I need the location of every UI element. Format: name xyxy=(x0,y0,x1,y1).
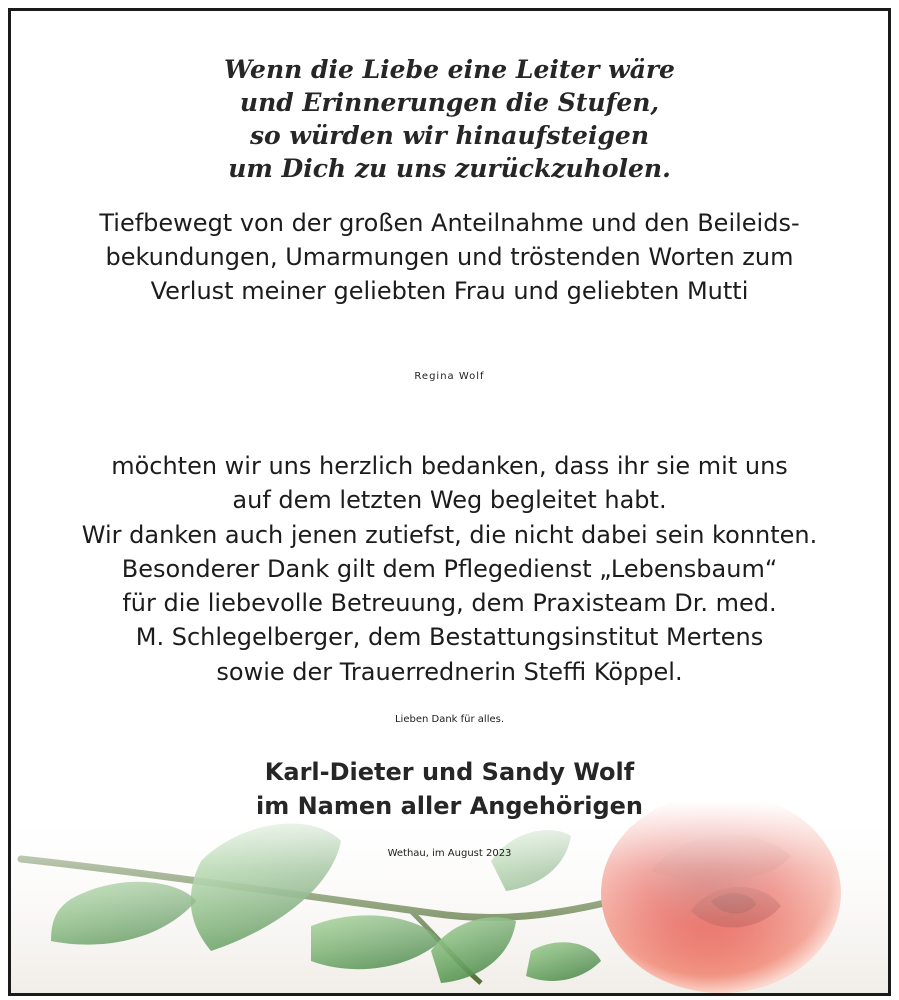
poem-line: so würden wir hinaufsteigen xyxy=(249,121,650,150)
obituary-card xyxy=(8,8,891,996)
poem xyxy=(11,53,888,185)
deceased-name: Regina Wolf xyxy=(414,371,485,382)
thanks-text xyxy=(11,449,888,689)
signers xyxy=(11,755,888,823)
thanks-line: sowie der Trauerrednerin Steffi Köppel. xyxy=(216,657,683,686)
thanks-line: Besonderer Dank gilt dem Pflegedienst „Lebensbaum“ xyxy=(121,554,778,583)
thanks-line: Wir danken auch jenen zutiefst, die nicht dabei sein konnten. xyxy=(81,520,818,549)
intro-line: Tiefbewegt von der großen Anteilnahme und den Beileids- xyxy=(99,209,800,237)
thanks-line: für die liebevolle Betreuung, dem Praxisteam Dr. med. xyxy=(122,589,777,618)
intro-line: bekundungen, Umarmungen und tröstenden Worten zum xyxy=(105,243,794,271)
thanks-line: möchten wir uns herzlich bedanken, dass ihr sie mit uns xyxy=(111,452,788,480)
signer-line: Karl-Dieter und Sandy Wolf xyxy=(264,758,635,786)
intro-text xyxy=(11,206,888,308)
place-date: Wethau, im August 2023 xyxy=(387,848,512,859)
signer-line: im Namen aller Angehörigen xyxy=(255,792,643,820)
poem-line: und Erinnerungen die Stufen, xyxy=(239,88,660,117)
poem-line: Wenn die Liebe eine Leiter wäre xyxy=(224,55,675,84)
thanks-line: M. Schlegelberger, dem Bestattungsinstitut Mertens xyxy=(135,623,764,652)
thanks-line: auf dem letzten Weg begleitet habt. xyxy=(232,486,667,515)
closing-text: Lieben Dank für alles. xyxy=(394,714,505,725)
rose-image xyxy=(11,801,888,993)
intro-line: Verlust meiner geliebten Frau und geliebten Mutti xyxy=(150,277,749,305)
poem-line: um Dich zu uns zurückzuholen. xyxy=(228,154,671,183)
